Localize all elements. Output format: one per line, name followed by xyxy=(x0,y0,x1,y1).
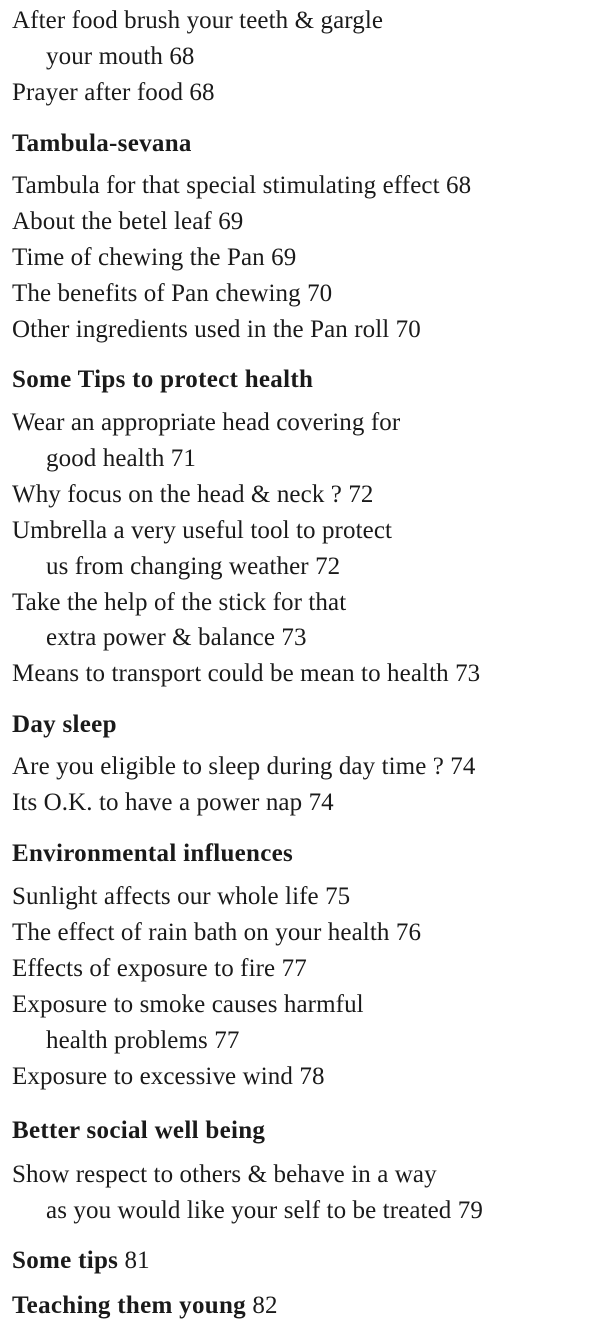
toc-entry: The effect of rain bath on your health 76 xyxy=(12,919,422,946)
toc-entry: Exposure to smoke causes harmful xyxy=(12,991,364,1018)
toc-entry-continuation: good health 71 xyxy=(46,445,196,472)
toc-entry: Effects of exposure to fire 77 xyxy=(12,955,307,982)
toc-entry: Its O.K. to have a power nap 74 xyxy=(12,789,334,816)
toc-entry: About the betel leaf 69 xyxy=(12,208,244,235)
section-heading-day-sleep: Day sleep xyxy=(12,711,117,738)
toc-entry: Show respect to others & behave in a way xyxy=(12,1161,437,1188)
toc-entry-continuation: health problems 77 xyxy=(46,1027,240,1054)
toc-entry: Take the help of the stick for that xyxy=(12,589,347,616)
toc-entry-continuation: extra power & balance 73 xyxy=(46,624,307,651)
page-number: 82 xyxy=(252,1292,278,1319)
page-number: 81 xyxy=(124,1247,150,1274)
toc-entry: Exposure to excessive wind 78 xyxy=(12,1063,325,1090)
toc-entry: Sunlight affects our whole life 75 xyxy=(12,883,351,910)
toc-entry: After food brush your teeth & gargle xyxy=(12,7,384,34)
toc-entry: Time of chewing the Pan 69 xyxy=(12,244,297,271)
section-heading-some-tips-to-protect-health: Some Tips to protect health xyxy=(12,366,314,393)
section-heading-tambula-sevana: Tambula-sevana xyxy=(12,130,192,157)
section-heading-environmental-influences: Environmental influences xyxy=(12,840,294,867)
toc-entry-continuation: your mouth 68 xyxy=(46,43,195,70)
toc-entry-continuation: as you would like your self to be treated 79 xyxy=(46,1197,483,1224)
toc-entry: Wear an appropriate head covering for xyxy=(12,409,401,436)
toc-entry: Means to transport could be mean to health 73 xyxy=(12,660,481,687)
section-heading-some-tips xyxy=(12,1246,150,1276)
toc-entry: Why focus on the head & neck ? 72 xyxy=(12,481,374,508)
toc-entry: Umbrella a very useful tool to protect xyxy=(12,517,393,544)
toc-entry: The benefits of Pan chewing 70 xyxy=(12,280,333,307)
toc-entry-continuation: us from changing weather 72 xyxy=(46,553,341,580)
toc-entry: Are you eligible to sleep during day time ? 74 xyxy=(12,753,476,780)
toc-entry: Other ingredients used in the Pan roll 70 xyxy=(12,316,421,343)
section-heading-better-social-well-being: Better social well being xyxy=(12,1117,266,1144)
toc-entry: Prayer after food 68 xyxy=(12,79,215,106)
section-heading-text: Some tips xyxy=(12,1247,119,1274)
toc-entry: Tambula for that special stimulating effect 68 xyxy=(12,172,472,199)
section-heading-teaching-them-young xyxy=(12,1291,278,1321)
section-heading-text: Teaching them young xyxy=(12,1292,246,1319)
